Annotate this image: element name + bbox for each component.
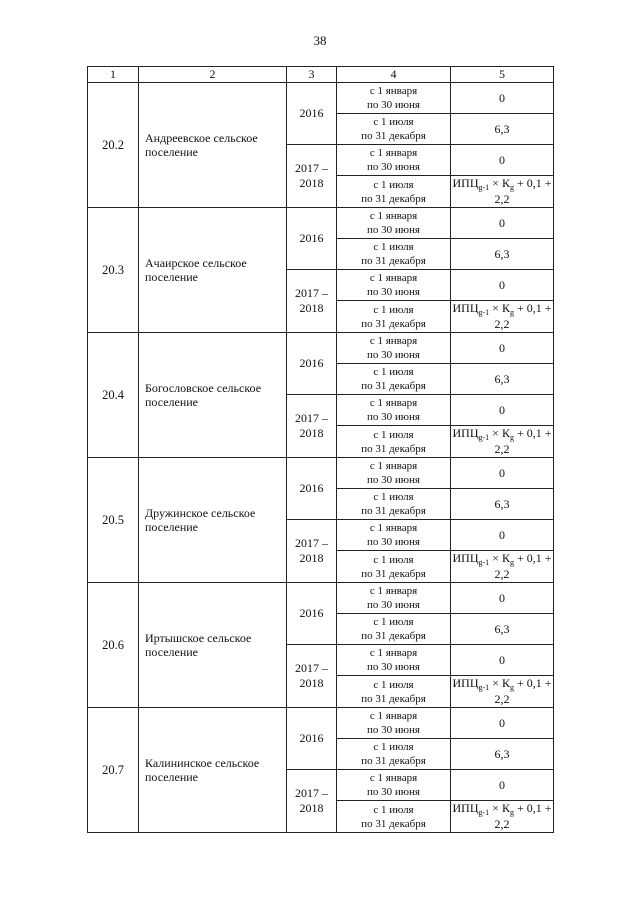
period-cell	[337, 364, 451, 395]
formula-ipc: ИПЦ	[452, 176, 479, 190]
period-line: с 1 января	[369, 710, 418, 722]
row-number: 20.2	[88, 83, 139, 208]
formula-ipc-sub: g-1	[478, 433, 490, 442]
formula-k-sub: g	[509, 308, 514, 317]
formula-times-k: × К	[489, 301, 510, 315]
page-number: 38	[313, 33, 327, 48]
formula-tail: + 0,1 + 2,2	[494, 301, 552, 331]
formula-tail: + 0,1 + 2,2	[494, 176, 552, 206]
period-cell	[337, 176, 451, 208]
settlement-name: Иртышское сельское поселение	[139, 583, 287, 708]
period-line: с 1 января	[369, 522, 418, 534]
header-cell: 1	[88, 67, 139, 83]
formula-k-sub: g	[509, 183, 514, 192]
period-line: по 31 декабря	[361, 255, 426, 267]
period-cell	[337, 801, 451, 833]
period-line: по 31 декабря	[361, 692, 426, 705]
period-line: с 1 июля	[373, 428, 414, 441]
row-number: 20.5	[88, 458, 139, 583]
tariff-value: 6,3	[451, 489, 554, 520]
period-cell	[337, 551, 451, 583]
period-cell	[337, 426, 451, 458]
formula-ipc: ИПЦ	[452, 426, 479, 440]
tariff-formula	[451, 426, 554, 458]
table-row	[88, 583, 554, 614]
formula-ipc-sub: g-1	[478, 558, 490, 567]
period-cell	[337, 614, 451, 645]
period-line: с 1 января	[369, 585, 418, 597]
table-row	[88, 333, 554, 364]
formula-k-sub: g	[509, 683, 514, 692]
period-line: с 1 июля	[373, 116, 414, 128]
year-cell: 2017 – 2018	[287, 645, 337, 708]
period-cell	[337, 270, 451, 301]
tariff-value: 0	[451, 520, 554, 551]
period-line: по 30 июня	[367, 661, 420, 673]
tariff-value: 0	[451, 333, 554, 364]
year-cell: 2017 – 2018	[287, 770, 337, 833]
formula-k-sub: g	[509, 433, 514, 442]
formula-ipc-sub: g-1	[478, 183, 490, 192]
year-cell: 2016	[287, 708, 337, 770]
row-number: 20.6	[88, 583, 139, 708]
period-cell	[337, 458, 451, 489]
formula-times-k: × К	[489, 676, 510, 690]
period-cell	[337, 239, 451, 270]
settlement-name: Дружинское сельское поселение	[139, 458, 287, 583]
formula-ipc: ИПЦ	[452, 801, 479, 815]
tariff-table	[87, 66, 554, 833]
period-line: с 1 июля	[373, 616, 414, 628]
period-line: с 1 января	[369, 772, 418, 784]
period-line: по 30 июня	[367, 536, 420, 548]
formula-times-k: × К	[489, 801, 510, 815]
formula-ipc-sub: g-1	[478, 808, 490, 817]
tariff-value: 6,3	[451, 114, 554, 145]
period-line: с 1 июля	[373, 553, 414, 566]
year-cell: 2016	[287, 583, 337, 645]
period-line: по 31 декабря	[361, 380, 426, 392]
header-cell: 4	[337, 67, 451, 83]
period-cell	[337, 489, 451, 520]
period-line: по 30 июня	[367, 349, 420, 361]
formula-ipc: ИПЦ	[452, 676, 479, 690]
tariff-formula	[451, 676, 554, 708]
formula-times-k: × К	[489, 176, 510, 190]
period-line: по 30 июня	[367, 286, 420, 298]
period-line: по 31 декабря	[361, 630, 426, 642]
period-cell	[337, 520, 451, 551]
year-cell: 2016	[287, 333, 337, 395]
period-cell	[337, 145, 451, 176]
formula-ipc: ИПЦ	[452, 301, 479, 315]
year-cell: 2016	[287, 208, 337, 270]
period-line: по 30 июня	[367, 411, 420, 423]
formula-k-sub: g	[509, 808, 514, 817]
period-line: по 30 июня	[367, 599, 420, 611]
tariff-value: 0	[451, 770, 554, 801]
settlement-name: Богословское сельское поселение	[139, 333, 287, 458]
formula-tail: + 0,1 + 2,2	[494, 551, 552, 581]
tariff-value: 0	[451, 270, 554, 301]
period-cell	[337, 770, 451, 801]
settlement-name: Калининское сельское поселение	[139, 708, 287, 833]
formula-ipc-sub: g-1	[478, 308, 490, 317]
table-row	[88, 208, 554, 239]
formula-times-k: × К	[489, 551, 510, 565]
year-cell: 2017 – 2018	[287, 270, 337, 333]
header-row	[88, 67, 554, 83]
tariff-value: 0	[451, 458, 554, 489]
period-line: по 30 июня	[367, 724, 420, 736]
period-line: с 1 июля	[373, 741, 414, 753]
period-line: с 1 января	[369, 147, 418, 159]
period-cell	[337, 739, 451, 770]
period-line: с 1 января	[369, 397, 418, 409]
period-line: с 1 июля	[373, 241, 414, 253]
tariff-formula	[451, 801, 554, 833]
period-line: по 31 декабря	[361, 130, 426, 142]
period-line: по 31 декабря	[361, 505, 426, 517]
header-cell: 2	[139, 67, 287, 83]
tariff-value: 0	[451, 583, 554, 614]
formula-tail: + 0,1 + 2,2	[494, 426, 552, 456]
period-cell	[337, 708, 451, 739]
row-number: 20.7	[88, 708, 139, 833]
tariff-formula	[451, 176, 554, 208]
period-line: с 1 июля	[373, 803, 414, 816]
table-row	[88, 458, 554, 489]
period-line: по 30 июня	[367, 99, 420, 111]
period-line: с 1 июля	[373, 303, 414, 316]
header-cell: 5	[451, 67, 554, 83]
tariff-value: 6,3	[451, 739, 554, 770]
period-cell	[337, 645, 451, 676]
tariff-value: 6,3	[451, 614, 554, 645]
period-cell	[337, 676, 451, 708]
period-line: по 31 декабря	[361, 567, 426, 580]
period-line: по 30 июня	[367, 161, 420, 173]
table-row	[88, 708, 554, 739]
formula-ipc-sub: g-1	[478, 683, 490, 692]
period-line: с 1 июля	[373, 366, 414, 378]
period-line: с 1 января	[369, 460, 418, 472]
period-line: с 1 января	[369, 210, 418, 222]
row-number: 20.3	[88, 208, 139, 333]
period-line: с 1 января	[369, 85, 418, 97]
tariff-value: 0	[451, 645, 554, 676]
year-cell: 2017 – 2018	[287, 145, 337, 208]
period-cell	[337, 83, 451, 114]
row-number: 20.4	[88, 333, 139, 458]
header-cell: 3	[287, 67, 337, 83]
settlement-name: Андреевское сельское поселение	[139, 83, 287, 208]
period-cell	[337, 583, 451, 614]
table-row	[88, 83, 554, 114]
period-line: по 31 декабря	[361, 442, 426, 455]
tariff-value: 0	[451, 708, 554, 739]
tariff-value: 0	[451, 83, 554, 114]
year-cell: 2016	[287, 458, 337, 520]
formula-k-sub: g	[509, 558, 514, 567]
formula-tail: + 0,1 + 2,2	[494, 801, 552, 831]
period-line: по 30 июня	[367, 786, 420, 798]
tariff-value: 0	[451, 208, 554, 239]
tariff-value: 6,3	[451, 239, 554, 270]
year-cell: 2017 – 2018	[287, 520, 337, 583]
period-cell	[337, 208, 451, 239]
settlement-name: Ачаирское сельское поселение	[139, 208, 287, 333]
formula-ipc: ИПЦ	[452, 551, 479, 565]
period-line: с 1 января	[369, 647, 418, 659]
period-line: по 31 декабря	[361, 817, 426, 830]
formula-times-k: × К	[489, 426, 510, 440]
formula-tail: + 0,1 + 2,2	[494, 676, 552, 706]
period-cell	[337, 333, 451, 364]
tariff-value: 6,3	[451, 364, 554, 395]
period-line: с 1 июля	[373, 178, 414, 191]
period-cell	[337, 395, 451, 426]
period-line: по 30 июня	[367, 474, 420, 486]
year-cell: 2017 – 2018	[287, 395, 337, 458]
period-line: по 30 июня	[367, 224, 420, 236]
period-line: с 1 января	[369, 335, 418, 347]
tariff-value: 0	[451, 145, 554, 176]
period-line: по 31 декабря	[361, 192, 426, 205]
tariff-value: 0	[451, 395, 554, 426]
period-line: по 31 декабря	[361, 755, 426, 767]
period-line: с 1 июля	[373, 491, 414, 503]
tariff-formula	[451, 301, 554, 333]
period-line: с 1 июля	[373, 678, 414, 691]
period-line: с 1 января	[369, 272, 418, 284]
tariff-formula	[451, 551, 554, 583]
period-cell	[337, 114, 451, 145]
year-cell: 2016	[287, 83, 337, 145]
period-line: по 31 декабря	[361, 317, 426, 330]
period-cell	[337, 301, 451, 333]
